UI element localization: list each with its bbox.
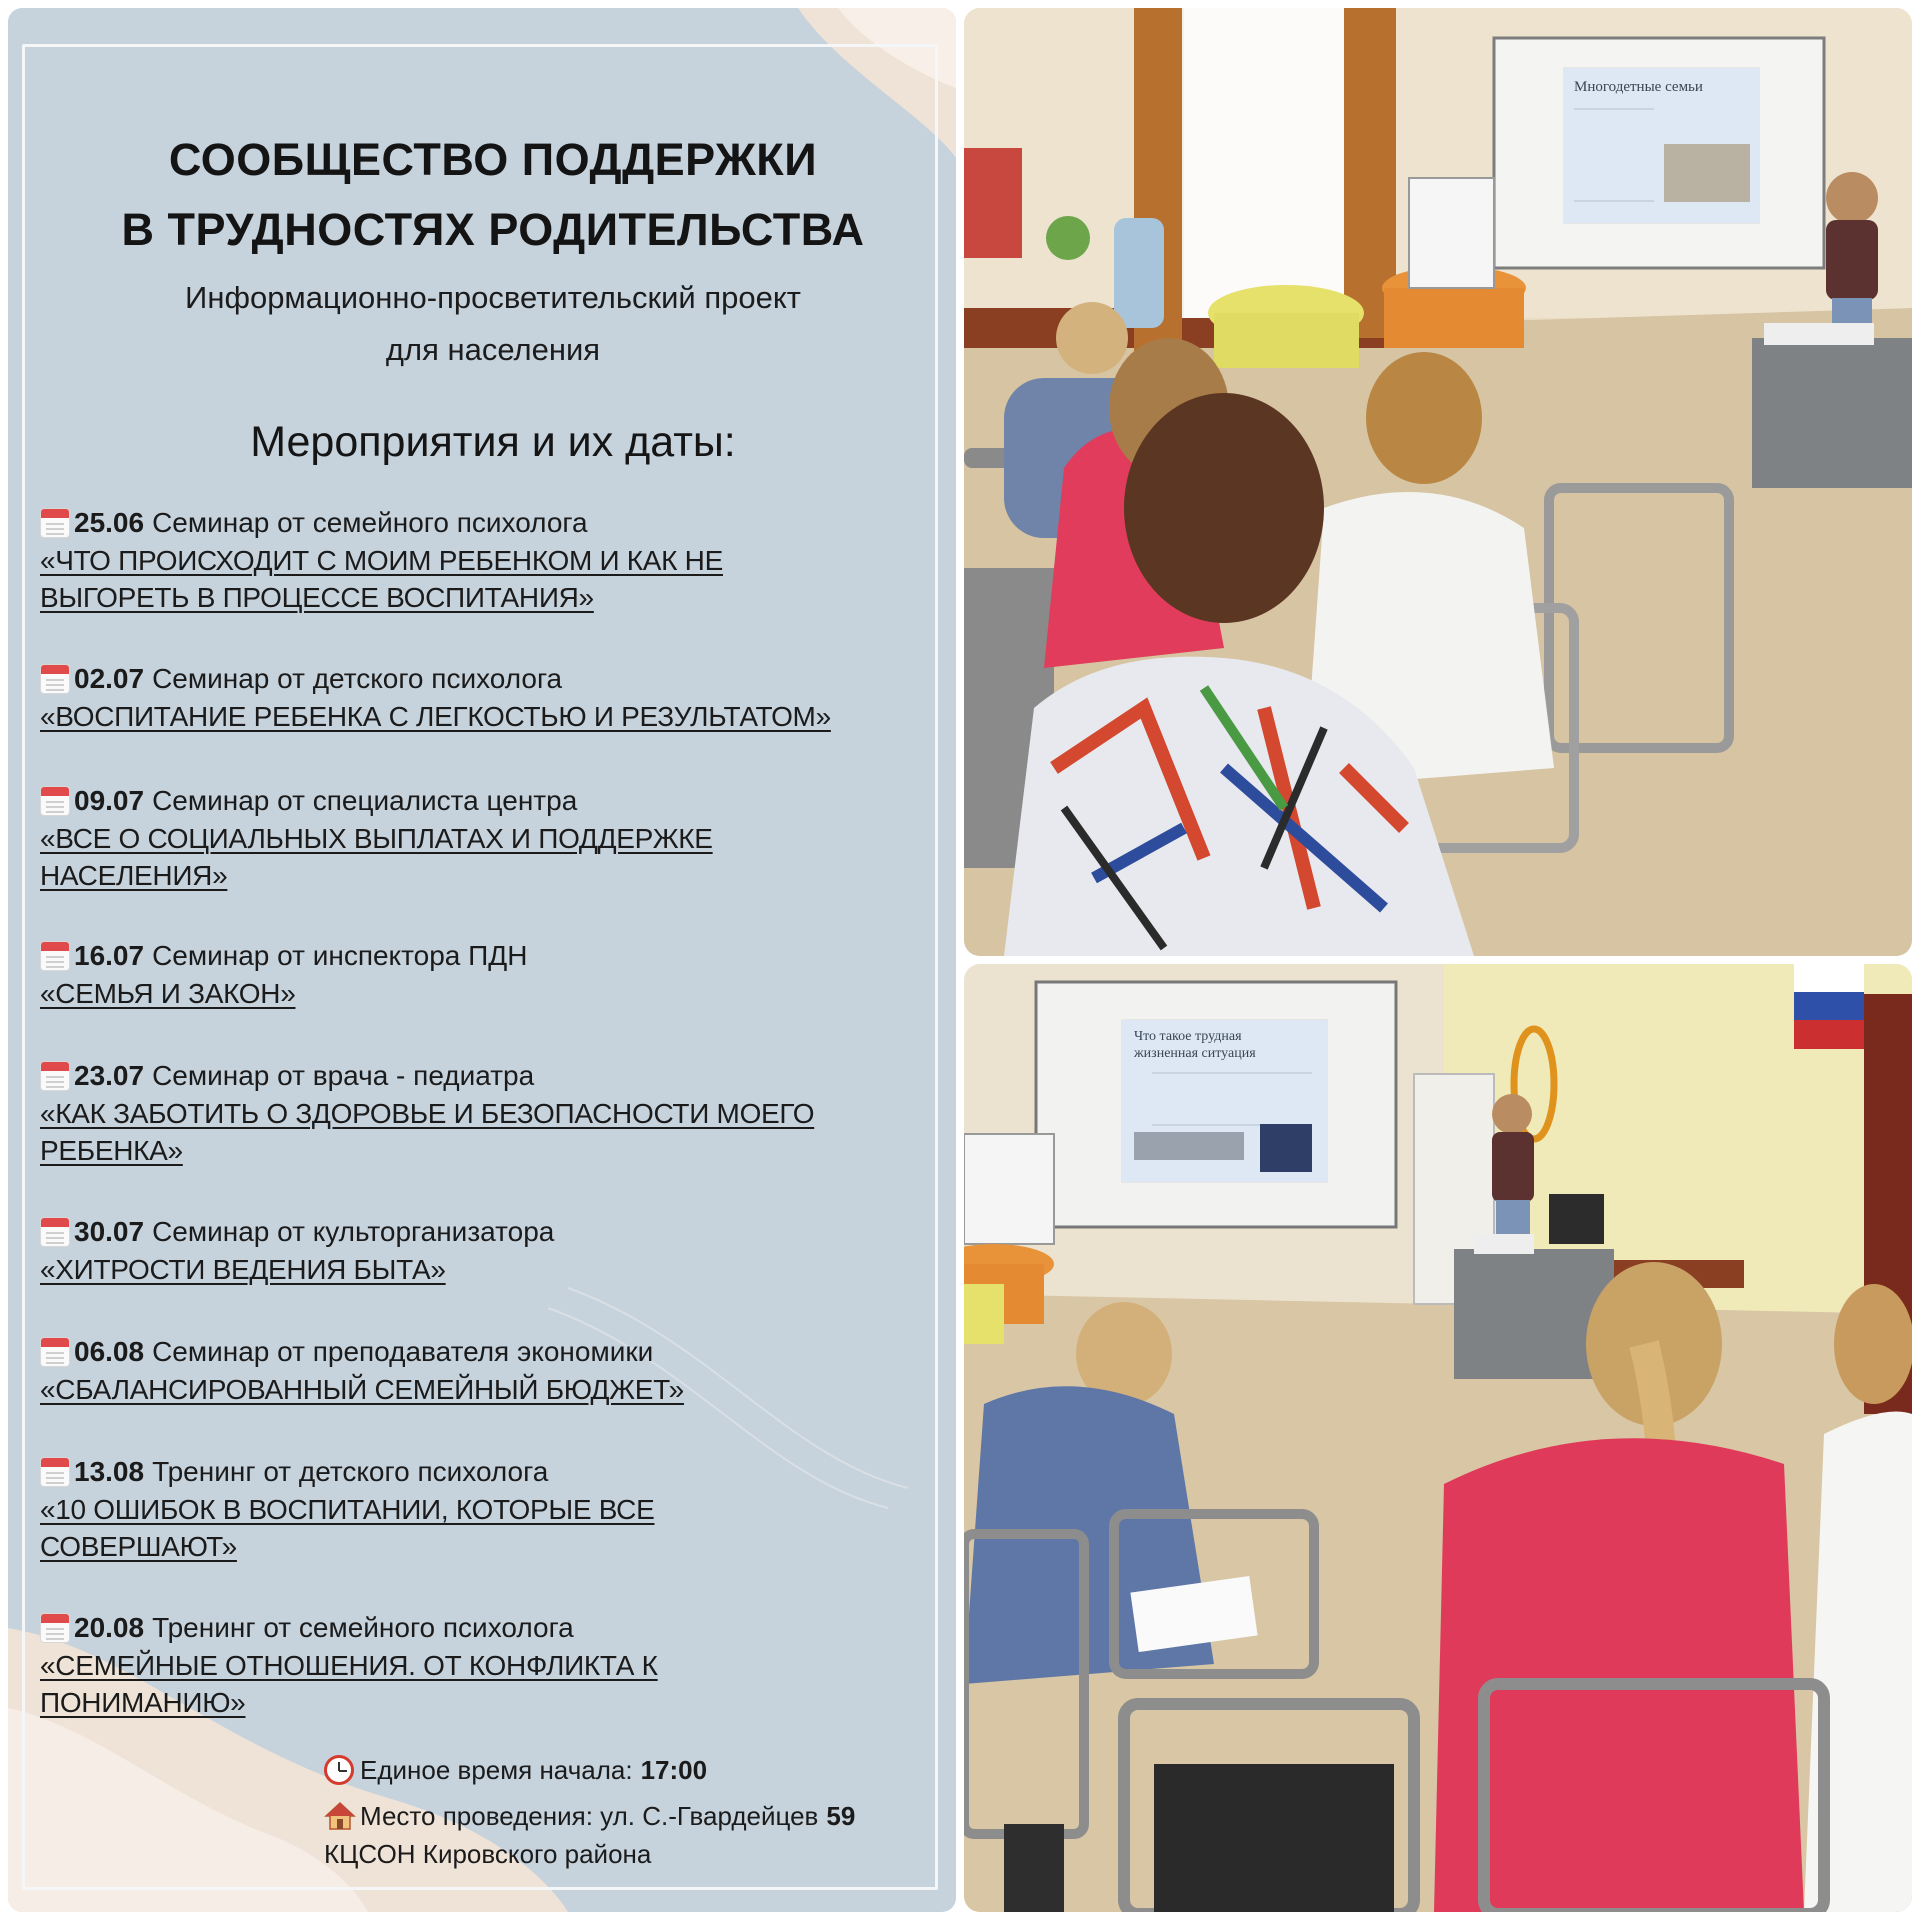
start-time-value: 17:00 (640, 1754, 708, 1785)
event-description: Семинар от культорганизатора (152, 1216, 555, 1247)
event-item (40, 1058, 950, 1168)
venue-number: 59 (826, 1800, 856, 1831)
event-topic: РЕБЕНКА» (40, 1135, 183, 1166)
presentation-slide-top (1564, 68, 1759, 223)
event-topic: «СБАЛАНСИРОВАННЫЙ СЕМЕЙНЫЙ БЮДЖЕТ» (40, 1374, 684, 1405)
event-header (40, 1334, 950, 1370)
event-poster (8, 8, 956, 1912)
event-date: 13.08 (74, 1456, 145, 1487)
event-date: 30.07 (74, 1216, 145, 1247)
slide-photo-strip (1134, 1132, 1244, 1160)
events-heading: Мероприятия и их даты: (250, 418, 736, 466)
event-date: 25.06 (74, 507, 145, 538)
start-time-label: Единое время начала: (360, 1754, 633, 1785)
event-item (40, 1334, 950, 1407)
event-topic: «ЧТО ПРОИСХОДИТ С МОИМ РЕБЕНКОМ И КАК НЕ (40, 545, 723, 576)
poster-subtitle-line1: Информационно-просветительский проект (185, 280, 801, 315)
event-item (40, 1610, 950, 1720)
calendar-icon (40, 1457, 70, 1487)
organization-name: КЦСОН Кировского района (324, 1838, 652, 1869)
photo-seminar-audience-bottom (964, 964, 1912, 1912)
event-date: 23.07 (74, 1060, 145, 1091)
calendar-icon (40, 1217, 70, 1247)
event-item (40, 938, 950, 1011)
calendar-icon (40, 1613, 70, 1643)
event-date: 16.07 (74, 940, 145, 971)
event-header (40, 783, 950, 819)
slide-text-placeholder (1152, 1072, 1312, 1126)
photo-scene-top (964, 8, 1912, 956)
venue-label: Место проведения: ул. С.-Гвардейцев (360, 1800, 819, 1831)
event-header (40, 1214, 950, 1250)
calendar-icon (40, 1061, 70, 1091)
presentation-slide-bottom (1122, 1020, 1327, 1182)
calendar-icon (40, 786, 70, 816)
event-topic: «ВСЕ О СОЦИАЛЬНЫХ ВЫПЛАТАХ И ПОДДЕРЖКЕ (40, 823, 713, 854)
event-topic: СОВЕРШАЮТ» (40, 1531, 237, 1562)
event-description: Тренинг от детского психолога (152, 1456, 549, 1487)
event-header (40, 661, 950, 697)
event-topic: ВЫГОРЕТЬ В ПРОЦЕССЕ ВОСПИТАНИЯ» (40, 582, 594, 613)
event-header (40, 938, 950, 974)
poster-title-line1: СООБЩЕСТВО ПОДДЕРЖКИ (168, 134, 818, 185)
event-description: Семинар от врача - педиатра (152, 1060, 535, 1091)
calendar-icon (40, 508, 70, 538)
start-time-row (324, 1750, 944, 1790)
photo-seminar-audience-top (964, 8, 1912, 956)
slide-title-bottom-line1: Что такое трудная (1134, 1029, 1242, 1044)
event-topic: «ХИТРОСТИ ВЕДЕНИЯ БЫТА» (40, 1254, 446, 1285)
venue-row (324, 1796, 944, 1836)
poster-footer (324, 1750, 944, 1874)
event-topic: «СЕМЕЙНЫЕ ОТНОШЕНИЯ. ОТ КОНФЛИКТА К (40, 1650, 658, 1681)
event-topic: НАСЕЛЕНИЯ» (40, 860, 228, 891)
event-item (40, 661, 950, 734)
calendar-icon (40, 941, 70, 971)
event-topic: ПОНИМАНИЮ» (40, 1687, 246, 1718)
alarm-clock-icon (324, 1755, 354, 1785)
event-item (40, 1214, 950, 1287)
event-item (40, 1454, 950, 1564)
slide-title-top: Многодетные семьи (1574, 79, 1703, 95)
event-description: Семинар от специалиста центра (152, 785, 578, 816)
event-header (40, 505, 950, 541)
event-date: 09.07 (74, 785, 145, 816)
slide-title-bottom-line2: жизненная ситуация (1134, 1046, 1256, 1061)
slide-text-placeholder (1574, 108, 1654, 202)
event-description: Семинар от детского психолога (152, 663, 563, 694)
event-item (40, 505, 950, 615)
event-date: 02.07 (74, 663, 145, 694)
event-date: 20.08 (74, 1612, 145, 1643)
event-header (40, 1454, 950, 1490)
house-icon (324, 1800, 356, 1832)
slide-logo (1260, 1124, 1312, 1172)
poster-subtitle-line2: для населения (385, 332, 601, 367)
event-topic: «10 ОШИБОК В ВОСПИТАНИИ, КОТОРЫЕ ВСЕ (40, 1494, 655, 1525)
event-description: Семинар от семейного психолога (152, 507, 588, 538)
calendar-icon (40, 1337, 70, 1367)
photo-scene-bottom (964, 964, 1912, 1912)
event-header (40, 1058, 950, 1094)
calendar-icon (40, 664, 70, 694)
event-date: 06.08 (74, 1336, 145, 1367)
organization-row (324, 1834, 944, 1874)
event-topic: «СЕМЬЯ И ЗАКОН» (40, 978, 296, 1009)
event-description: Семинар от преподавателя экономики (152, 1336, 654, 1367)
slide-photo (1664, 144, 1750, 202)
event-topic: «ВОСПИТАНИЕ РЕБЕНКА С ЛЕГКОСТЬЮ И РЕЗУЛЬТАТОМ» (40, 701, 831, 732)
event-item (40, 783, 950, 893)
event-description: Семинар от инспектора ПДН (152, 940, 528, 971)
event-header (40, 1610, 950, 1646)
event-description: Тренинг от семейного психолога (152, 1612, 574, 1643)
poster-title-line2: В ТРУДНОСТЯХ РОДИТЕЛЬСТВА (121, 204, 865, 255)
event-topic: «КАК ЗАБОТИТЬ О ЗДОРОВЬЕ И БЕЗОПАСНОСТИ МОЕГО (40, 1098, 815, 1129)
